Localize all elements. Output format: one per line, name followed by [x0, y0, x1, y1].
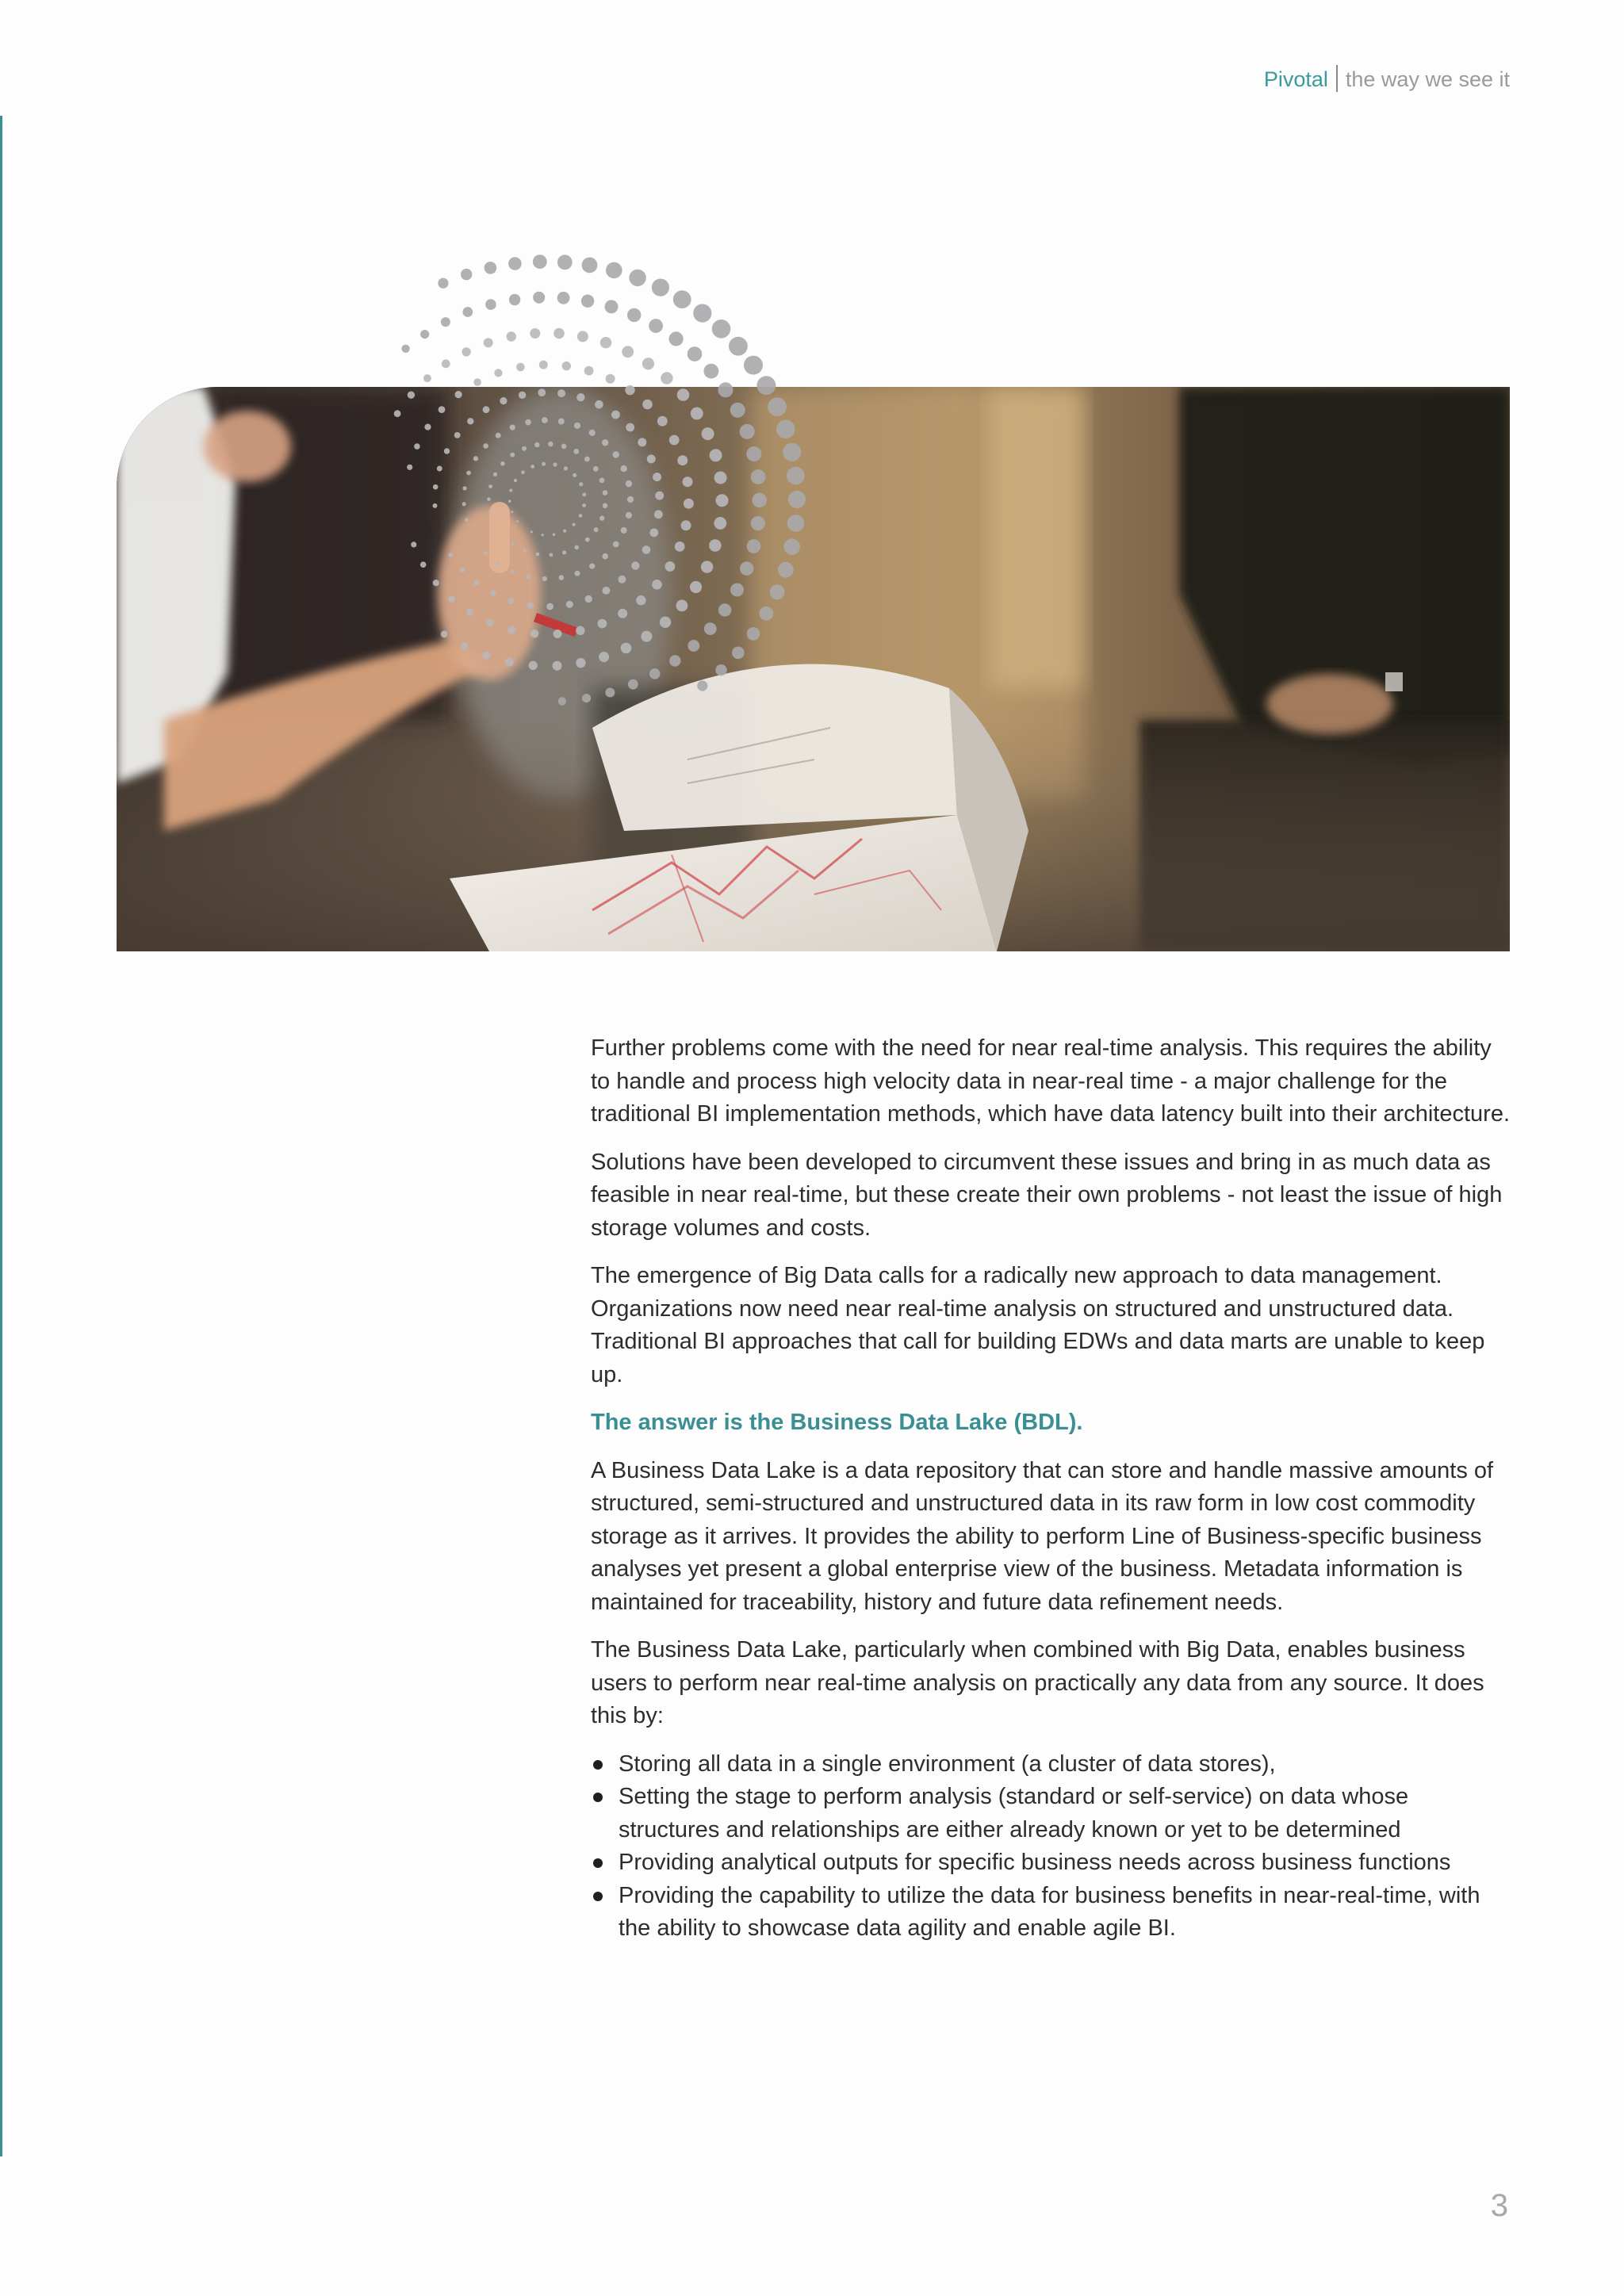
swirl-dot [600, 337, 611, 348]
swirl-dot [484, 338, 493, 347]
swirl-dot [462, 307, 473, 317]
article-body [591, 1032, 1511, 1946]
swirl-dot [649, 319, 663, 333]
swirl-dot [494, 369, 502, 377]
list-item [591, 1846, 1511, 1880]
swirl-dot [744, 356, 763, 375]
swirl-dot [539, 361, 548, 369]
bullet-icon [593, 1858, 603, 1868]
highlight-heading: The answer is the Business Data Lake (BDL). [591, 1410, 1083, 1435]
meeting-photo [117, 387, 1510, 951]
swirl-dot [669, 331, 684, 346]
paragraph: Solutions have been developed to circumvent these issues and bring in as much data as feasible in near real-time, but these create their own problems - not least the issue of high storage volumes and costs. [591, 1149, 1503, 1241]
paragraph: The Business Data Lake, particularly when combined with Big Data, enables business users to perform near real-time analysis on practically any data from any source. It does this by: [591, 1637, 1484, 1728]
left-accent-rule [0, 116, 2, 2156]
swirl-dot [441, 317, 450, 327]
swirl-dot [688, 346, 703, 362]
swirl-dot [577, 331, 588, 342]
swirl-dot [516, 363, 525, 372]
bullet-icon [593, 1760, 603, 1770]
swirl-dot [562, 362, 571, 370]
swirl-dot [627, 308, 641, 322]
swirl-dot [673, 290, 691, 308]
swirl-dot [557, 292, 570, 304]
swirl-dot [530, 328, 540, 339]
list-item-text: Storing all data in a single environment (a cluster of data stores), [619, 1751, 1276, 1777]
swirl-dot [485, 262, 497, 274]
swirl-dot [605, 300, 619, 313]
swirl-dot [622, 346, 634, 358]
swirl-dot [473, 378, 481, 386]
paragraph: The emergence of Big Data calls for a radically new approach to data management. Organizations now need near real-time analysis on structured and unstructured data. Traditional BI approaches that call for building EDWs and data marts are unable to keep up. [591, 1263, 1485, 1387]
page-header [1264, 65, 1510, 92]
list-item [591, 1781, 1511, 1846]
list-item [591, 1880, 1511, 1946]
swirl-dot [693, 304, 711, 322]
swirl-dot [401, 345, 409, 353]
header-divider [1336, 65, 1338, 92]
swirl-dot [606, 374, 615, 384]
swirl-dot [729, 337, 748, 356]
swirl-dot [423, 374, 431, 382]
swirl-dot [438, 278, 448, 289]
brand-name: Pivotal [1263, 67, 1328, 91]
list-item [591, 1748, 1511, 1781]
page-number: 3 [1490, 2188, 1508, 2223]
swirl-dot [485, 299, 496, 310]
swirl-dot [533, 254, 547, 269]
swirl-dot [509, 294, 520, 305]
swirl-dot [557, 254, 573, 270]
swirl-dot [629, 270, 645, 286]
brand-tagline: the way we see it [1345, 67, 1510, 91]
list-item-text: Providing the capability to utilize the data for business benefits in near-real-time, with the ability to showcase data agility and enable agile BI. [619, 1882, 1480, 1941]
bullet-list [591, 1748, 1511, 1946]
swirl-dot [508, 257, 522, 270]
swirl-dot [606, 262, 622, 279]
swirl-dot [507, 331, 516, 341]
bullet-icon [593, 1892, 603, 1901]
swirl-dot [642, 358, 654, 369]
swirl-dot [584, 366, 594, 376]
swirl-dot [461, 269, 472, 280]
bullet-icon [593, 1793, 603, 1802]
swirl-dot [553, 328, 565, 339]
swirl-dot [581, 295, 594, 308]
swirl-dot [704, 364, 719, 379]
swirl-dot [712, 320, 731, 339]
swirl-dot [442, 359, 450, 368]
swirl-dot [582, 258, 598, 274]
list-item-text: Setting the stage to perform analysis (standard or self-service) on data whose structures and relationships are either already known or yet to be determined [619, 1784, 1409, 1843]
swirl-dot [661, 372, 672, 384]
swirl-dot [462, 347, 470, 356]
paragraph: Further problems come with the need for near real-time analysis. This requires the ability to handle and process high velocity data in near-real time - a major challenge for the traditional BI implementation methods, which have data latency built into their architecture. [591, 1035, 1511, 1127]
swirl-dot [652, 279, 669, 297]
list-item-text: Providing analytical outputs for specific business needs across business functions [619, 1850, 1451, 1875]
swirl-dot [533, 292, 545, 304]
swirl-dot [420, 330, 429, 339]
paragraph: A Business Data Lake is a data repository that can store and handle massive amounts of structured, semi-structured and unstructured data in its raw form in low cost commodity storage as it arrives. It provides the ability to perform Line of Business-specific business analyses yet present a global enterprise view of the business. Metadata information is maintained for traceability, history and future data refinement needs. [591, 1457, 1494, 1615]
